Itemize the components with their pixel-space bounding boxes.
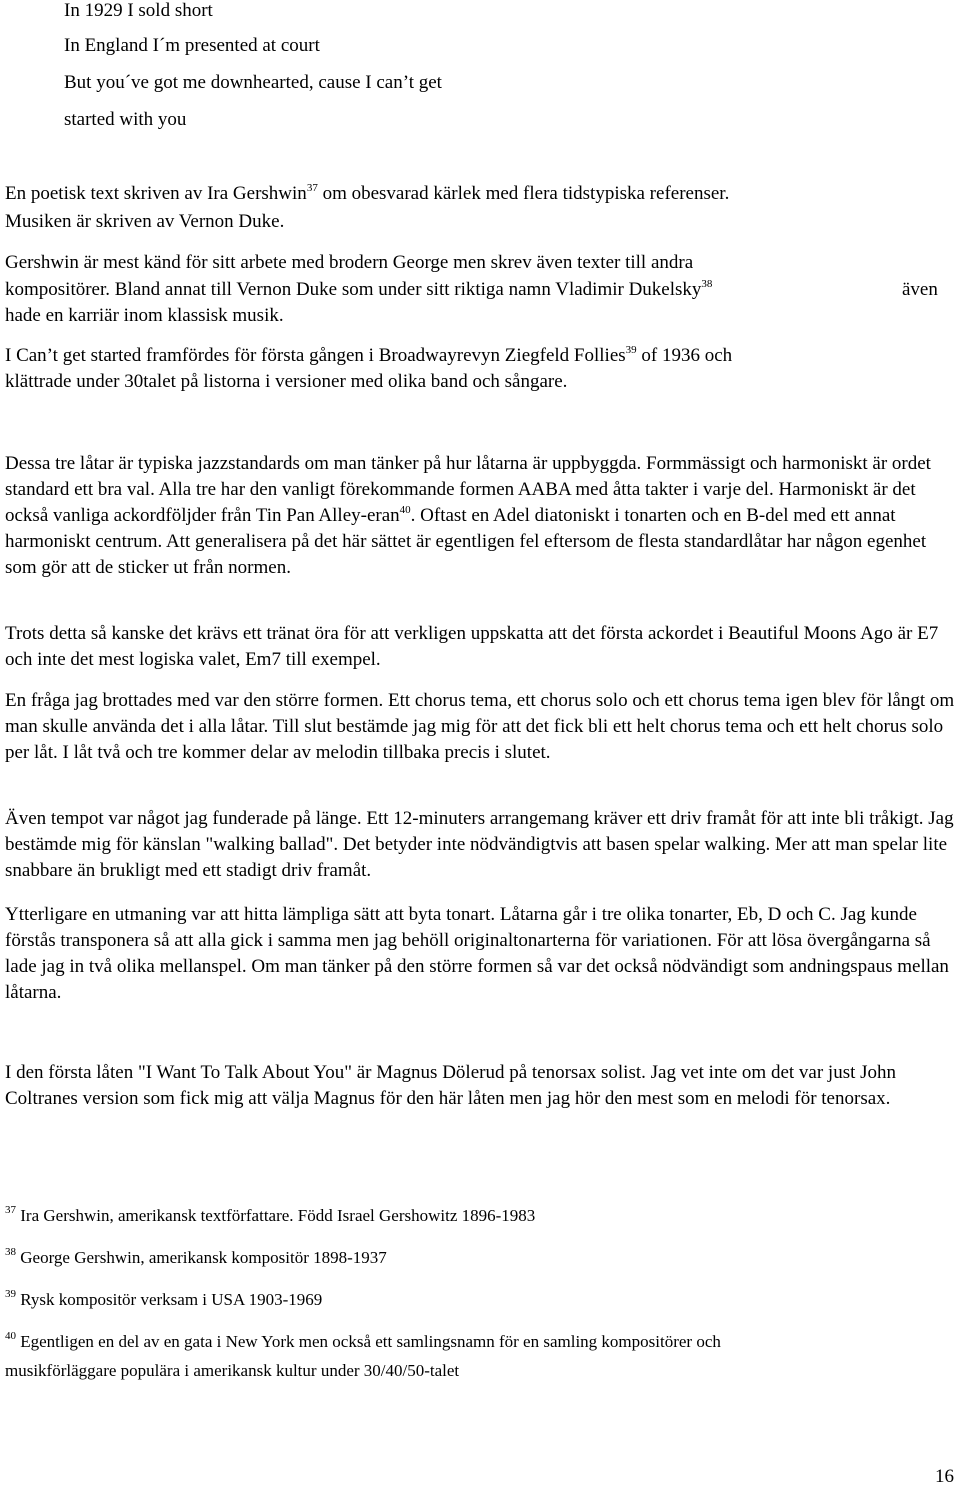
intro-text-a: En poetisk text skriven av Ira Gershwin bbox=[5, 183, 307, 204]
footnote-ref-37: 37 bbox=[306, 181, 318, 194]
standards-paragraph bbox=[5, 451, 955, 581]
gershwin-line bbox=[5, 279, 712, 301]
gershwin-text-a: kompositörer. Bland annat till Vernon Duke som under sitt riktiga namn Vladimir Dukelsky bbox=[5, 279, 702, 300]
footnote-number: 40 bbox=[5, 1330, 16, 1343]
footnote-text: Rysk kompositör verksam i USA 1903-1969 bbox=[16, 1290, 323, 1309]
footnote-text: George Gershwin, amerikansk kompositör 1898-1937 bbox=[16, 1248, 387, 1267]
intro-line: Musiken är skriven av Vernon Duke. bbox=[5, 211, 285, 232]
footnote-ref-40: 40 bbox=[399, 503, 411, 516]
footnote-text: Ira Gershwin, amerikansk textförfattare. Född Israel Gershowitz 1896-1983 bbox=[16, 1206, 536, 1225]
first-song-paragraph: I den första låten "I Want To Talk About You" är Magnus Dölerud på tenorsax solist. Jag vet inte om det var just John Coltranes version som fick mig att välja Magnus för den här låten men jag hör den mest som en melodi för tenorsax. bbox=[5, 1062, 897, 1109]
cant-get-text-b: of 1936 och bbox=[636, 345, 733, 366]
footnote-ref-39: 39 bbox=[625, 343, 637, 356]
footnote-number: 37 bbox=[5, 1204, 16, 1217]
footnote-39 bbox=[5, 1290, 322, 1310]
gershwin-line: hade en karriär inom klassisk musik. bbox=[5, 305, 284, 326]
footnote-number: 38 bbox=[5, 1246, 16, 1259]
tonart-paragraph: Ytterligare en utmaning var att hitta lämpliga sätt att byta tonart. Låtarna går i tre olika tonarter, Eb, D och C. Jag kunde förstås transponera så att alla gick i samma men jag behöll originaltonarterna för variationen. För att lösa övergångarna så lade jag in två olika mellanspel. Om man tänker på den större formen så var det också nödvändigt som andningspaus mellan låtarna. bbox=[5, 904, 949, 1003]
lyric-line: In 1929 I sold short bbox=[64, 0, 213, 21]
footnote-38 bbox=[5, 1248, 387, 1268]
footnote-40 bbox=[5, 1332, 721, 1352]
lyric-line: But you´ve got me downhearted, cause I can’t get bbox=[64, 72, 442, 93]
footnote-37 bbox=[5, 1206, 535, 1226]
gershwin-text-b: även bbox=[902, 279, 938, 300]
footnote-number: 39 bbox=[5, 1288, 16, 1301]
footnote-text: Egentligen en del av en gata i New York men också ett samlingsnamn för en samling kompositörer och bbox=[16, 1332, 721, 1351]
intro-text-b: om obesvarad kärlek med flera tidstypiska referenser. bbox=[317, 183, 730, 204]
form-paragraph: En fråga jag brottades med var den större formen. Ett chorus tema, ett chorus solo och ett chorus tema igen blev för långt om man skulle använda det i alla låtar. Till slut bestämde jag mig för att det fick bli ett helt chorus tema och ett helt chorus solo per låt. I låt två och tre kommer delar av melodin tillbaka precis i slutet. bbox=[5, 690, 955, 763]
cant-get-text-a: I Can’t get started framfördes för första gången i Broadwayrevyn Ziegfeld Follies bbox=[5, 345, 626, 366]
page-number: 16 bbox=[935, 1466, 954, 1487]
footnote-40-continuation: musikförläggare populära i amerikansk kultur under 30/40/50-talet bbox=[5, 1361, 460, 1380]
standards-text-a: Dessa tre låtar är typiska jazzstandards om man tänker på hur låtarna är uppbyggda. Formmässigt och harmoniskt är ordet standard ett bra val. Alla tre har den vanligt förekommande formen AABA med åtta takter i varje del. Harmoniskt är det också vanliga ackordföljder från Tin Pan Alley-eran bbox=[5, 453, 931, 526]
cant-get-line bbox=[5, 345, 732, 367]
footnote-ref-38: 38 bbox=[701, 277, 713, 290]
gershwin-line: Gershwin är mest känd för sitt arbete med brodern George men skrev även texter till andra bbox=[5, 252, 694, 273]
intro-line bbox=[5, 183, 729, 205]
lyric-line: In England I´m presented at court bbox=[64, 35, 320, 56]
cant-get-line: klättrade under 30talet på listorna i versioner med olika band och sångare. bbox=[5, 371, 568, 392]
standards-text-b: . Oftast en Adel diatoniskt i tonarten och en B-del med ett annat harmoniskt centrum. Att generalisera på det här sättet är egentligen fel eftersom de flesta standardlåtar har någon egenhet som gör att de sticker ut från normen. bbox=[5, 505, 927, 578]
tempo-paragraph: Även tempot var något jag funderade på länge. Ett 12-minuters arrangemang kräver ett driv framåt för att inte bli tråkigt. Jag bestämde mig för känslan "walking ballad". Det betyder inte nödvändigtvis att basen spelar walking. Mer att man spelar lite snabbare än brukligt med ett stadigt driv framåt. bbox=[5, 808, 954, 881]
trots-paragraph: Trots detta så kanske det krävs ett tränat öra för att verkligen uppskatta att det första ackordet i Beautiful Moons Ago är E7 och inte det mest logiska valet, Em7 till exempel. bbox=[5, 623, 939, 670]
lyric-line: started with you bbox=[64, 109, 187, 130]
